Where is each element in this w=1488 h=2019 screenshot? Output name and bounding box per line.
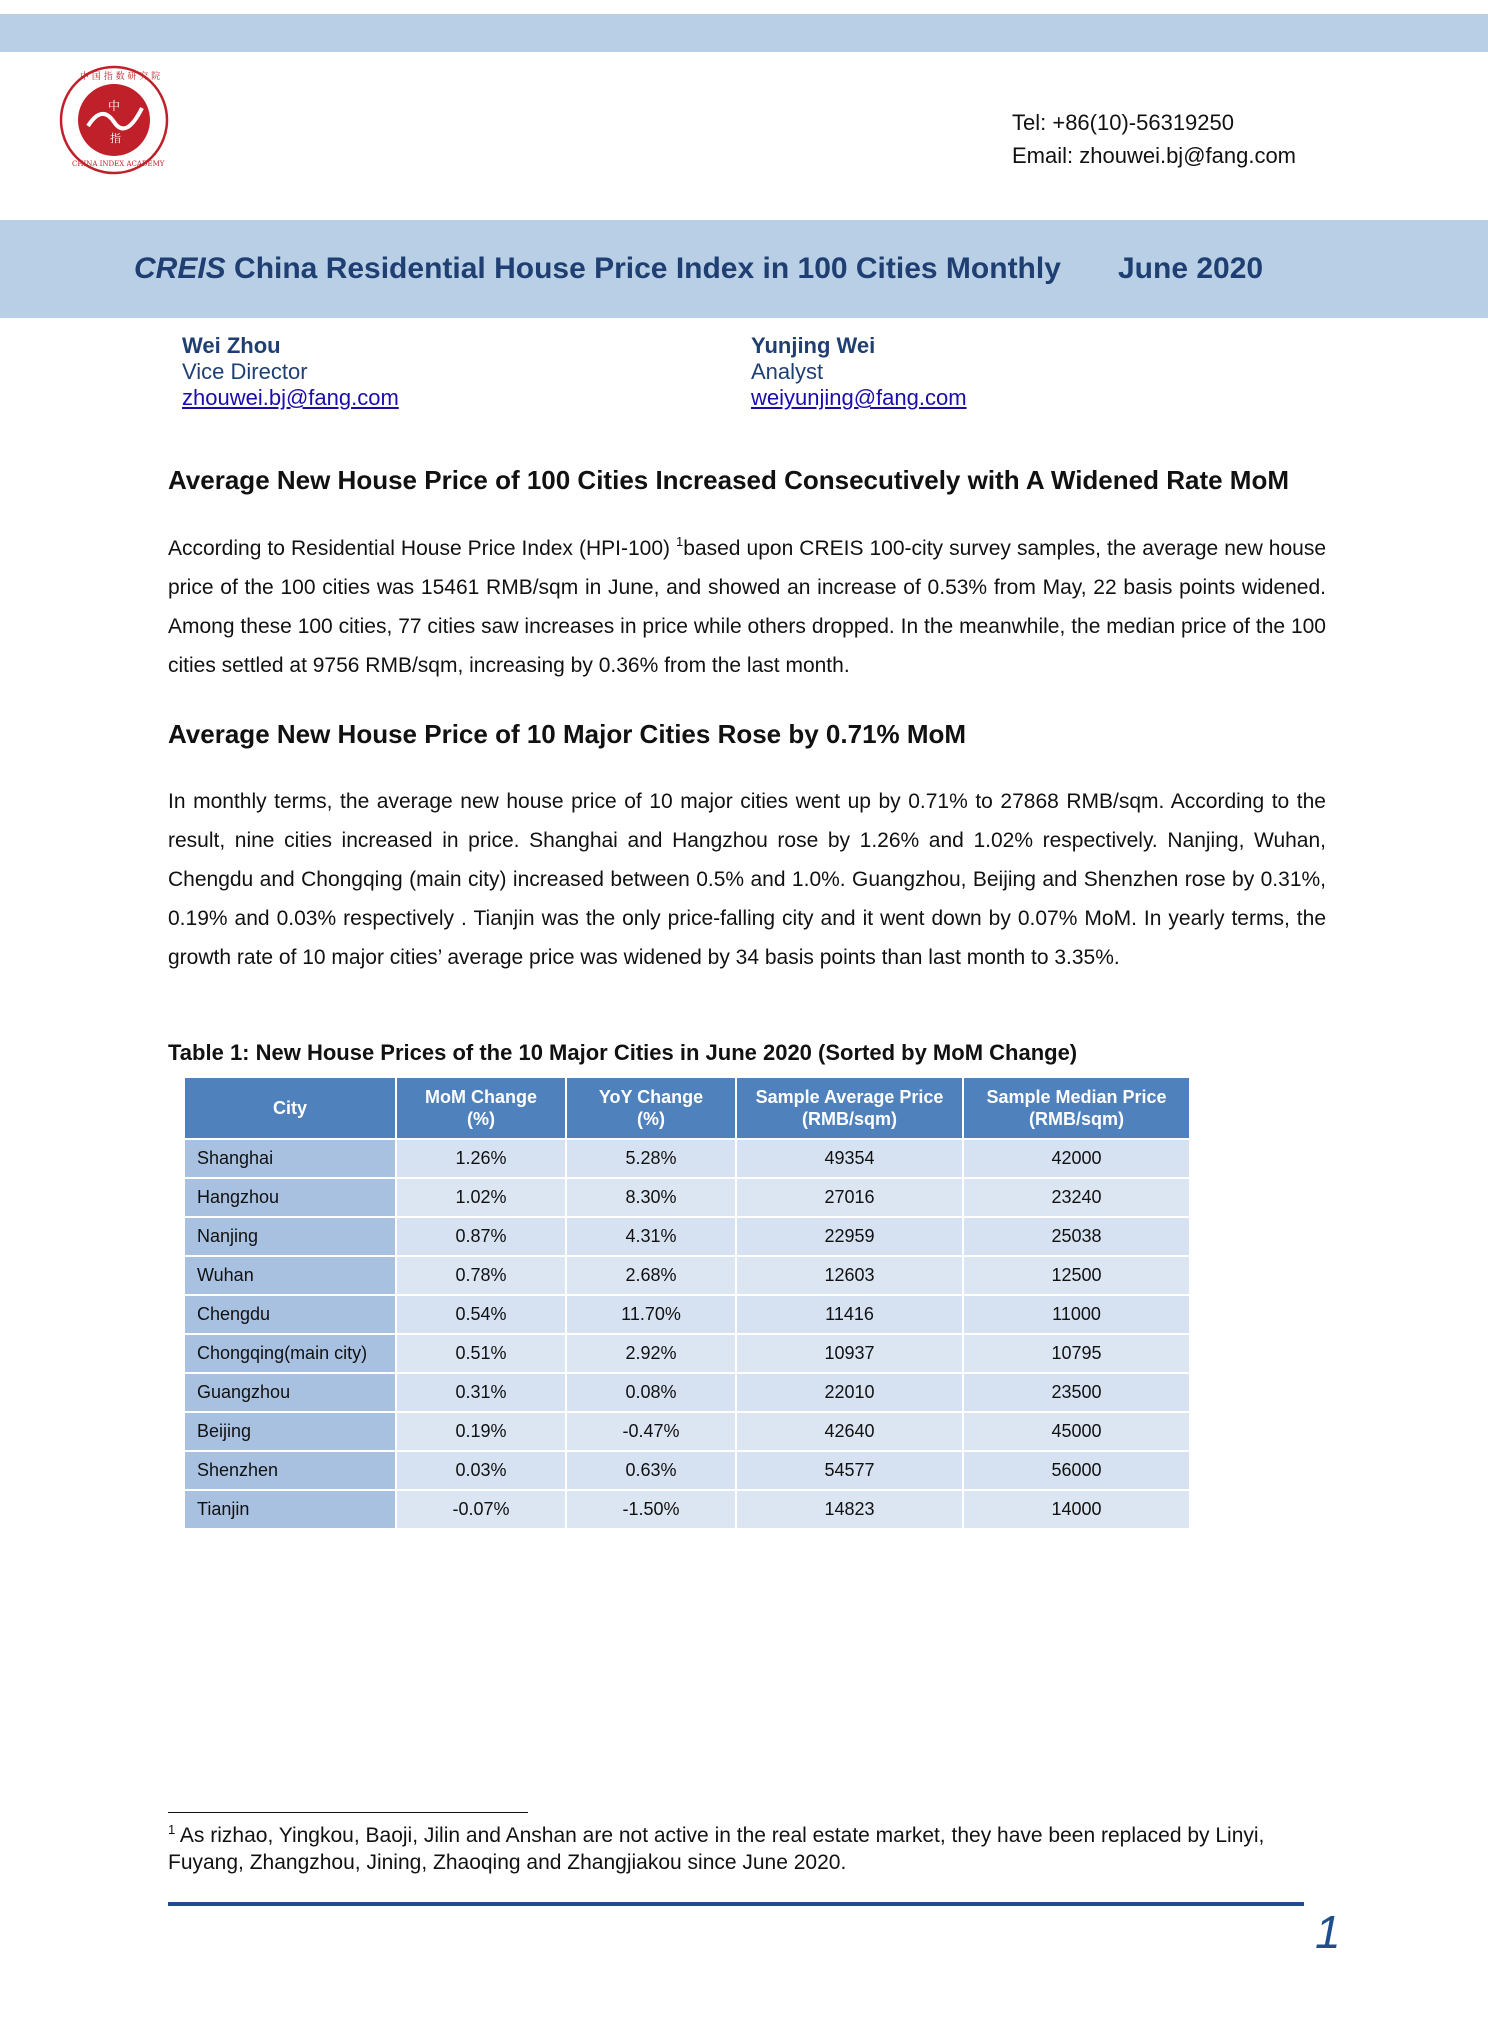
value-cell: 22010 (736, 1373, 963, 1412)
value-cell: 14000 (963, 1490, 1190, 1529)
value-cell: -0.47% (566, 1412, 736, 1451)
city-cell: Hangzhou (184, 1178, 396, 1217)
author-role: Vice Director (182, 359, 308, 384)
footnote-ref: 1 (676, 534, 684, 549)
city-cell: Wuhan (184, 1256, 396, 1295)
value-cell: 8.30% (566, 1178, 736, 1217)
table-header-cell (184, 1077, 396, 1139)
value-cell: -1.50% (566, 1490, 736, 1529)
section1-paragraph (168, 529, 1326, 685)
value-cell: 10795 (963, 1334, 1190, 1373)
value-cell: 0.63% (566, 1451, 736, 1490)
value-cell: 1.02% (396, 1178, 566, 1217)
section1-text-b: based upon CREIS 100-city survey samples, the average new house price of the 100 cities was 15461 RMB/sqm in June, and showed an increase of 0.53% from May, 22 basis points widened. Among these 100 cities, 77 cities saw increases in price while others dropped. In the meanwhile, the median price of the 100 cities settled at 9756 RMB/sqm, increasing by 0.36% from the last month. (168, 537, 1326, 677)
header-line: Sample Median Price (986, 1087, 1167, 1107)
header-line: (RMB/sqm) (1029, 1109, 1124, 1129)
value-cell: 10937 (736, 1334, 963, 1373)
value-cell: 0.03% (396, 1451, 566, 1490)
value-cell: 0.19% (396, 1412, 566, 1451)
value-cell: 42640 (736, 1412, 963, 1451)
value-cell: 11.70% (566, 1295, 736, 1334)
value-cell: 25038 (963, 1217, 1190, 1256)
value-cell: 0.87% (396, 1217, 566, 1256)
value-cell: 23240 (963, 1178, 1190, 1217)
table-row (184, 1178, 1190, 1217)
author-name: Wei Zhou (182, 333, 281, 358)
value-cell: 14823 (736, 1490, 963, 1529)
value-cell: 42000 (963, 1139, 1190, 1178)
value-cell: -0.07% (396, 1490, 566, 1529)
contact-tel: Tel: +86(10)-56319250 (1012, 110, 1234, 135)
report-date: June 2020 (1118, 252, 1264, 285)
footnote-marker: 1 (168, 1822, 176, 1837)
value-cell: 0.78% (396, 1256, 566, 1295)
table-row (184, 1139, 1190, 1178)
value-cell: 5.28% (566, 1139, 736, 1178)
header-line: (RMB/sqm) (802, 1109, 897, 1129)
table-row (184, 1451, 1190, 1490)
author-email-link[interactable]: weiyunjing@fang.com (751, 385, 967, 410)
section1-heading: Average New House Price of 100 Cities Increased Consecutively with A Widened Rate MoM (168, 465, 1289, 495)
table-header-row (184, 1077, 1190, 1139)
header-line: YoY Change (598, 1087, 704, 1107)
bottom-rule (168, 1902, 1304, 1906)
value-cell: 0.08% (566, 1373, 736, 1412)
city-cell: Guangzhou (184, 1373, 396, 1412)
city-cell: Shanghai (184, 1139, 396, 1178)
value-cell: 49354 (736, 1139, 963, 1178)
price-table (183, 1076, 1191, 1530)
header-line: City (272, 1098, 307, 1118)
author-block-2 (751, 333, 967, 411)
report-title-main: China Residential House Price Index in 100 Cities Monthly (225, 252, 1061, 285)
header-line: (%) (467, 1109, 495, 1129)
value-cell: 4.31% (566, 1217, 736, 1256)
table-row (184, 1217, 1190, 1256)
value-cell: 12500 (963, 1256, 1190, 1295)
logo-glyph: 中 (108, 99, 121, 113)
section1-text-a: According to Residential House Price Index (HPI-100) (168, 537, 677, 560)
footnote-text: As rizhao, Yingkou, Baoji, Jilin and Anshan are not active in the real estate market, they have been replaced by Linyi, Fuyang, Zhangzhou, Jining, Zhaoqing and Zhangjiakou since June 2020. (168, 1824, 1265, 1874)
title-band (0, 220, 1488, 318)
report-title (134, 252, 1061, 286)
footnote (168, 1822, 1318, 1876)
value-cell: 22959 (736, 1217, 963, 1256)
city-cell: Tianjin (184, 1490, 396, 1529)
table-header-cell (736, 1077, 963, 1139)
section2-heading: Average New House Price of 10 Major Cities Rose by 0.71% MoM (168, 719, 967, 749)
table-row (184, 1490, 1190, 1529)
author-role: Analyst (751, 359, 824, 384)
author-name: Yunjing Wei (751, 333, 876, 358)
city-cell: Nanjing (184, 1217, 396, 1256)
header-line: (%) (637, 1109, 665, 1129)
value-cell: 0.31% (396, 1373, 566, 1412)
value-cell: 56000 (963, 1451, 1190, 1490)
table-row (184, 1373, 1190, 1412)
value-cell: 12603 (736, 1256, 963, 1295)
table-header-cell (566, 1077, 736, 1139)
logo-glyph: 指 (110, 132, 121, 145)
value-cell: 2.92% (566, 1334, 736, 1373)
table-row (184, 1295, 1190, 1334)
city-cell: Shenzhen (184, 1451, 396, 1490)
value-cell: 0.54% (396, 1295, 566, 1334)
table-header-cell (396, 1077, 566, 1139)
author-email-link[interactable]: zhouwei.bj@fang.com (182, 385, 399, 410)
table-header-cell (963, 1077, 1190, 1139)
header-line: Sample Average Price (755, 1087, 944, 1107)
value-cell: 1.26% (396, 1139, 566, 1178)
value-cell: 11416 (736, 1295, 963, 1334)
city-cell: Chengdu (184, 1295, 396, 1334)
header-line: MoM Change (425, 1087, 537, 1107)
top-band (0, 14, 1488, 52)
author-block-1 (182, 333, 399, 411)
table-row (184, 1256, 1190, 1295)
value-cell: 0.51% (396, 1334, 566, 1373)
logo-bottom-text: CHINA INDEX ACADEMY (72, 160, 165, 168)
city-cell: Chongqing(main city) (184, 1334, 396, 1373)
logo-ring-text: 中 国 指 数 研 究 院 (80, 72, 161, 82)
section2-paragraph: In monthly terms, the average new house price of 10 major cities went up by 0.71% to 27868 RMB/sqm. According to the result, nine cities increased in price. Shanghai and Hangzhou rose by 1.26% and 1.02% respectively. Nanjing, Wuhan, Chengdu and Chongqing (main city) increased between 0.5% and 1.0%. Guangzhou, Beijing and Shenzhen rose by 0.31%, 0.19% and 0.03% respectively . Tianjin was the only price-falling city and it went down by 0.07% MoM. In yearly terms, the growth rate of 10 major cities’ average price was widened by 34 basis points than last month to 3.35%. (168, 790, 1326, 969)
table-row (184, 1412, 1190, 1451)
table-row (184, 1334, 1190, 1373)
value-cell: 54577 (736, 1451, 963, 1490)
value-cell: 45000 (963, 1412, 1190, 1451)
page-number: 1 (1315, 1906, 1341, 1958)
value-cell: 23500 (963, 1373, 1190, 1412)
contact-email: Email: zhouwei.bj@fang.com (1012, 143, 1297, 168)
value-cell: 27016 (736, 1178, 963, 1217)
contact-info (1012, 106, 1296, 172)
value-cell: 11000 (963, 1295, 1190, 1334)
table-caption: Table 1: New House Prices of the 10 Major Cities in June 2020 (Sorted by MoM Change) (168, 1040, 1078, 1065)
footnote-rule (168, 1812, 528, 1813)
china-index-academy-logo (58, 64, 170, 176)
value-cell: 2.68% (566, 1256, 736, 1295)
report-title-prefix: CREIS (134, 252, 226, 285)
city-cell: Beijing (184, 1412, 396, 1451)
